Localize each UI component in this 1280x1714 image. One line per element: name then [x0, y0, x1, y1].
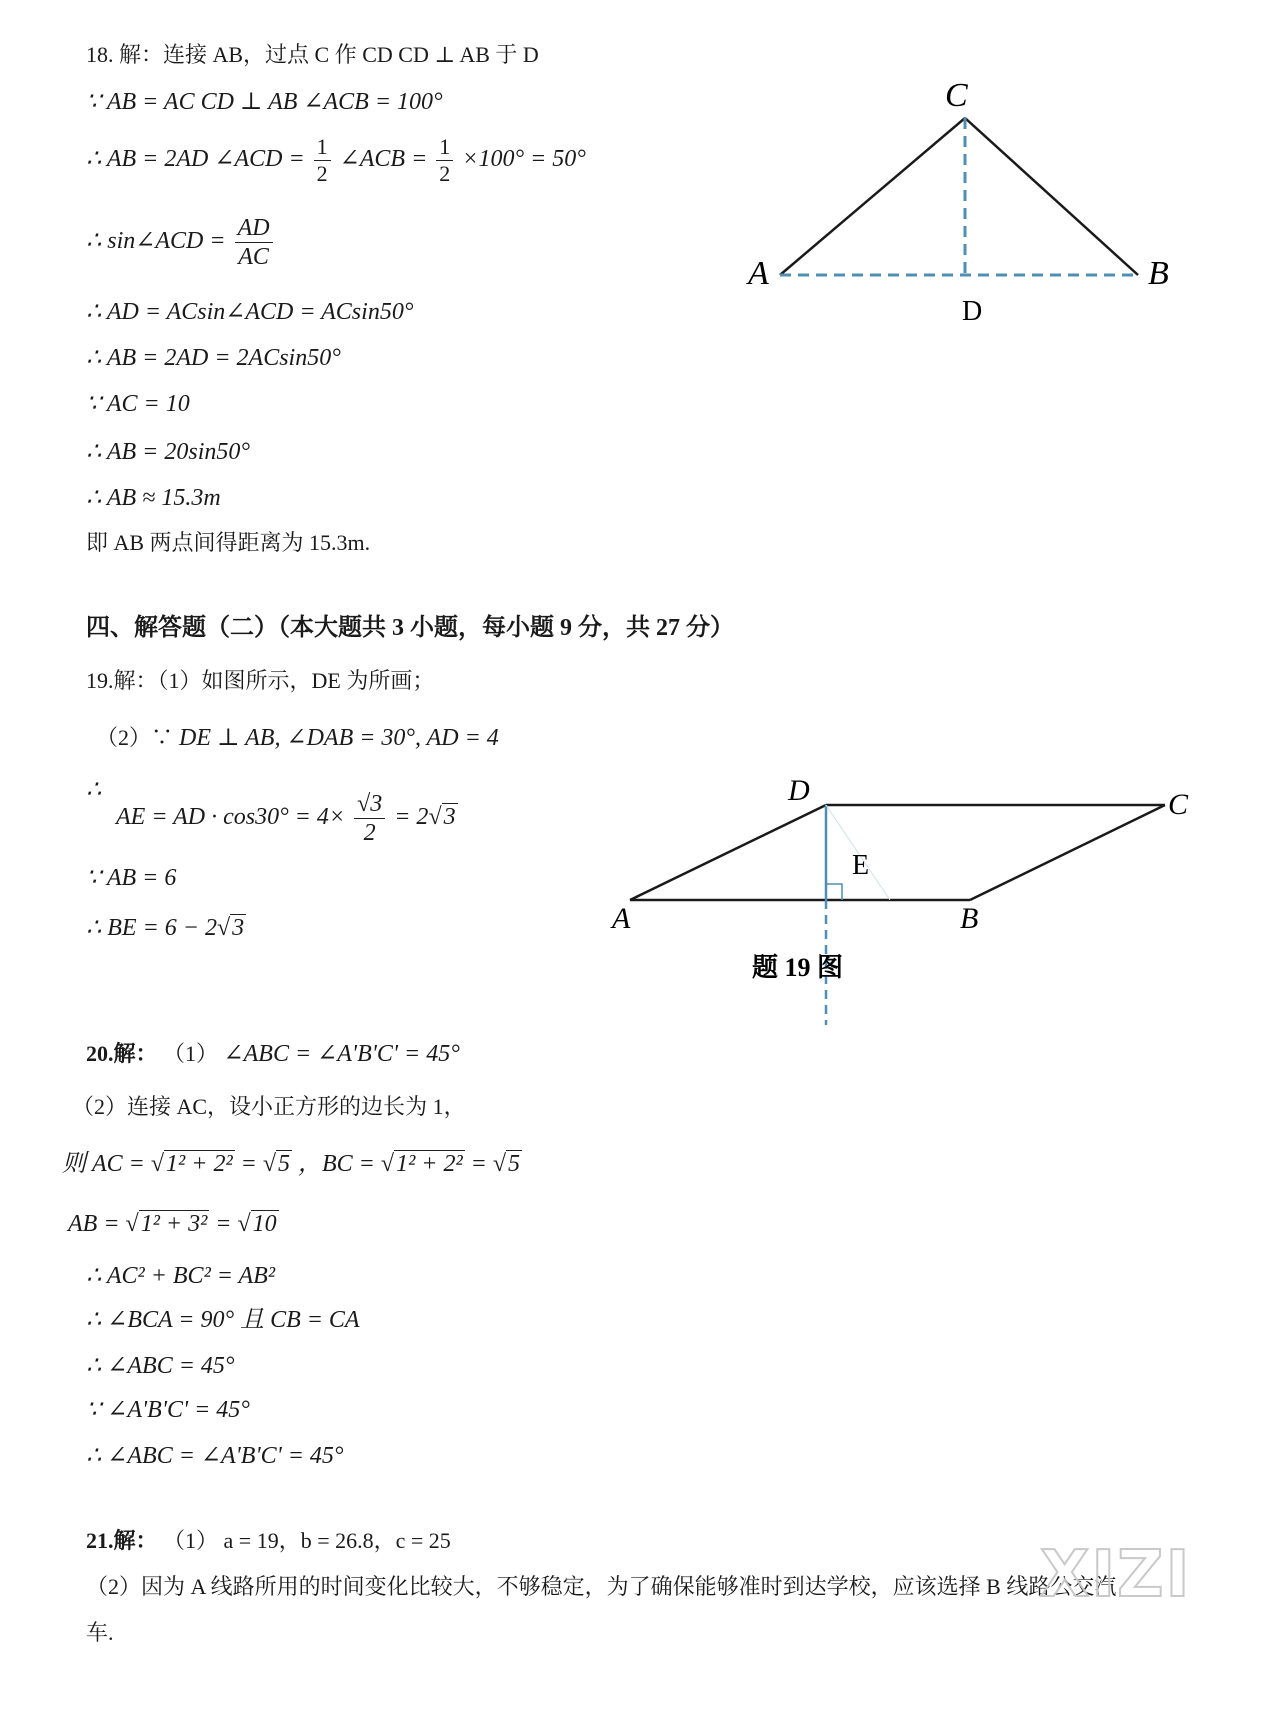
- q19-parallelogram-figure: [600, 770, 1220, 1040]
- q18-conclusion: 即 AB 两点间得距离为 15.3m.: [86, 530, 371, 555]
- q18-line-7: ∴ AB = 20sin50°: [86, 439, 250, 465]
- q20-line-1: 20.解： （1） ∠ABC = ∠A'B'C' = 45°: [86, 1041, 460, 1067]
- q20-line-5: ∴ AC² + BC² = AB²: [86, 1263, 276, 1289]
- q19-line-1: （2）∵ DE ⊥ AB, ∠DAB = 30°, AD = 4: [96, 725, 499, 751]
- q20-line-9: ∴ ∠ABC = ∠A'B'C' = 45°: [86, 1443, 344, 1469]
- q20-line-7: ∴ ∠ABC = 45°: [86, 1353, 235, 1379]
- q21-line-3: 车.: [86, 1620, 114, 1645]
- q18-label-d: D: [962, 296, 983, 327]
- q18-triangle-figure: [740, 70, 1180, 330]
- q18-line-8: ∴ AB ≈ 15.3m: [86, 485, 221, 511]
- q19-label-c: C: [1168, 788, 1189, 821]
- q18-line-6: ∵ AC = 10: [86, 391, 190, 417]
- q20-line-6: ∴ ∠BCA = 90° 且 CB = CA: [86, 1307, 360, 1333]
- q19-intro: 19.解：（1）如图所示，DE 为所画；: [86, 668, 435, 693]
- q18-line-3: ∴ sin∠ACD = $\frac{AD}{AC}$: [86, 216, 276, 269]
- q21-line-2: （2）因为 A 线路所用的时间变化比较大，不够稳定，为了确保能够准时到达学校，应该选择 B 线路公交汽: [86, 1574, 1117, 1599]
- q19-label-d: D: [788, 774, 810, 807]
- watermark-logo: XIZI: [1040, 1538, 1192, 1612]
- q19-label-e: E: [852, 850, 870, 881]
- q19-label-a: A: [612, 902, 631, 935]
- q19-label-b: B: [960, 902, 979, 935]
- q18-intro: 18. 解：连接 AB，过点 C 作 CD CD ⊥ AB 于 D: [86, 42, 539, 67]
- q20-line-3: 则 AC = √1² + 2² = √5 ，BC = √1² + 2² = √5: [62, 1151, 521, 1177]
- q19-line-3: ∵ AB = 6: [86, 865, 177, 891]
- q20-line-8: ∵ ∠A'B'C' = 45°: [86, 1397, 250, 1423]
- q18-label-a: A: [748, 255, 769, 292]
- q18-line-2: ∴ AB = 2AD ∠ACD = $\frac{1}{2}$ ∠ACB = $\frac{1}{2}$ ×100° = 50°: [86, 134, 586, 186]
- q19-line-4: ∴ BE = 6 − 2√3: [86, 915, 245, 941]
- q19-therefore: ∴: [86, 777, 102, 803]
- q18-line-5: ∴ AB = 2AD = 2ACsin50°: [86, 345, 341, 371]
- q18-label-c: C: [945, 77, 968, 114]
- q20-line-4: AB = √1² + 3² = √10: [68, 1211, 277, 1237]
- q19-line-2: AE = AD · cos30° = 4× $\frac{√3}{2}$ = 2√3: [116, 791, 456, 846]
- q21-line-1: 21.解： （1） a = 19，b = 26.8，c = 25: [86, 1528, 451, 1553]
- q18-label-b: B: [1148, 255, 1169, 292]
- q20-line-2: （2）连接 AC，设小正方形的边长为 1，: [72, 1094, 466, 1119]
- q18-line-1: ∵ AB = AC CD ⊥ AB ∠ACB = 100°: [86, 89, 443, 115]
- section-title: 四、解答题（二）（本大题共 3 小题，每小题 9 分，共 27 分）: [86, 615, 734, 641]
- q18-line-4: ∴ AD = ACsin∠ACD = ACsin50°: [86, 299, 414, 325]
- q19-caption: 题 19 图: [752, 953, 844, 982]
